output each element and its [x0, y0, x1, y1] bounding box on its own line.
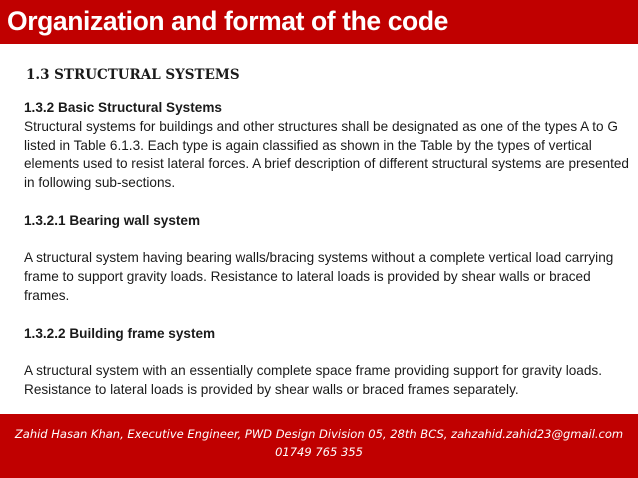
section-heading: 1.3 STRUCTURAL SYSTEMS — [26, 67, 240, 83]
footer-author-line: Zahid Hasan Khan, Executive Engineer, PWD Design Division 05, 28th BCS, zahzahid.zahid23@gmail.com — [14, 427, 624, 441]
bearing-wall-paragraph: A structural system having bearing walls/bracing systems without a complete vertical load carrying frame to support gravity loads. Resistance to lateral loads is provided by shear walls or braced frames. — [24, 250, 614, 303]
bearing-wall-title: 1.3.2.1 Bearing wall system — [24, 212, 201, 228]
subsection-title: 1.3.2 Basic Structural Systems — [24, 100, 222, 115]
building-frame-paragraph: A structural system with an essentially complete space frame providing support for gravity loads. Resistance to lateral loads is provided by shear walls or braced frames separately. — [24, 363, 602, 397]
slide-title: Organization and format of the code — [7, 6, 448, 36]
footer-bar — [0, 414, 638, 478]
title-bar — [0, 0, 638, 44]
footer-phone-line: 01749 765 355 — [275, 445, 363, 459]
building-frame-title: 1.3.2.2 Building frame system — [24, 325, 216, 341]
subsection-paragraph: Structural systems for buildings and other structures shall be designated as one of the types A to G listed in Table 6.1.3. Each type is again classified as shown in the Table by the types of vertical elements used to resist lateral forces. A brief description of different structural systems are presented in following sub-sections. — [24, 118, 629, 191]
slide-content — [24, 99, 630, 400]
